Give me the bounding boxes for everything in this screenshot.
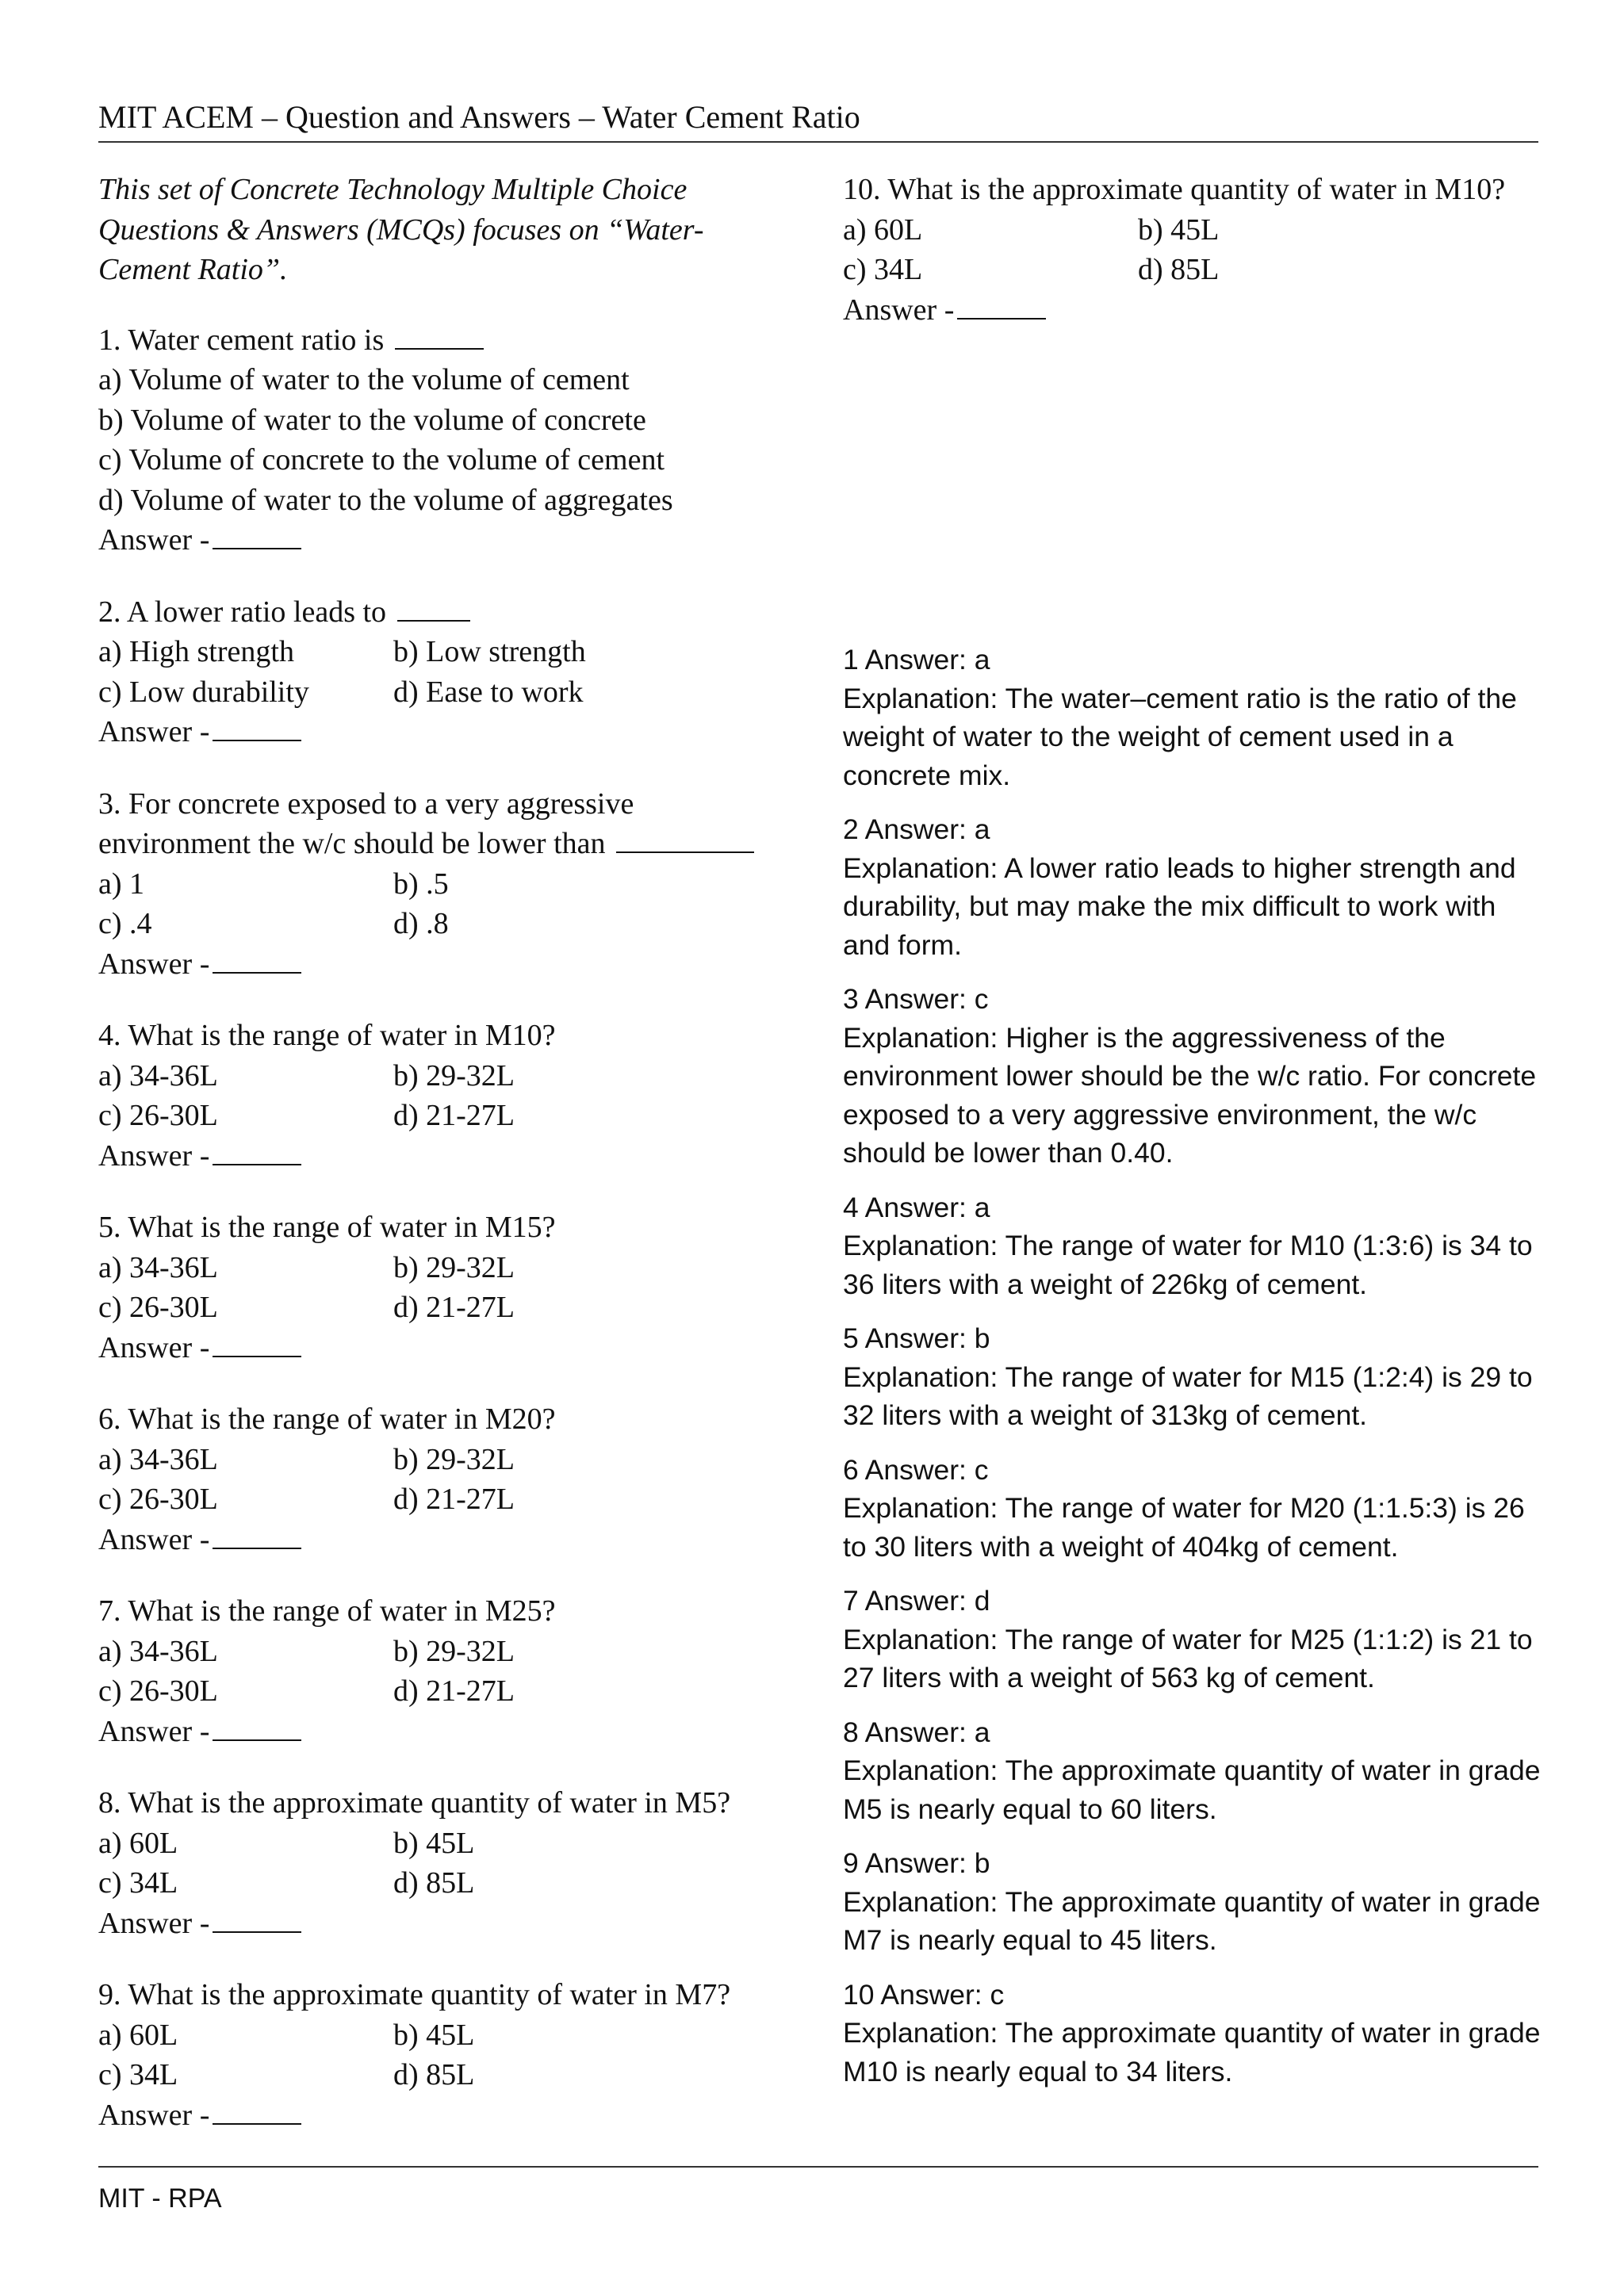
option: b) .5 [393,867,449,901]
option: d) 21-27L [393,1674,515,1708]
question-text: 5. What is the range of water in M15? [98,1211,556,1244]
answer-1 [843,641,1549,794]
option: a) 34-36L [98,1442,218,1476]
answer-explanation: Explanation: The range of water for M20 (1:1.5:3) is 26 to 30 liters with a weight of 404kg of cement. [843,1492,1525,1563]
options-grid [98,2015,772,2095]
answer-10 [843,1976,1549,2091]
answer-6 [843,1451,1549,1567]
option: c) Low durability [98,675,309,709]
page-header: MIT ACEM – Question and Answers – Water Cement Ratio [98,94,1538,143]
answer-head: 6 Answer: c [843,1453,989,1486]
answer-9 [843,1844,1549,1960]
answer-explanation: Explanation: A lower ratio leads to higher strength and durability, but may make the mix difficult to work with and form. [843,851,1516,961]
option: c) 34L [843,253,923,286]
question-text: 8. What is the approximate quantity of water in M5? [98,1786,731,1820]
question-text: 6. What is the range of water in M20? [98,1402,556,1436]
question-4 [98,1016,772,1176]
question-text: 4. What is the range of water in M10? [98,1019,556,1052]
option: c) 34L [98,1866,178,1900]
option: b) 45L [393,1826,475,1860]
answer-label: Answer - [98,947,210,981]
options-grid [843,210,1541,290]
options-grid [98,1823,772,1904]
answer-line [213,524,301,549]
option: a) 34-36L [98,1634,218,1668]
answer-head: 3 Answer: c [843,983,989,1015]
question-text: 9. What is the approximate quantity of water in M7? [98,1978,731,2011]
option: a) 1 [98,867,145,901]
answer-blank [397,596,470,622]
answer-explanation: Explanation: Higher is the aggressiveness of the environment lower should be the w/c ratio. For concrete exposed to a very aggressive environment, the w/c should be lower than 0.40. [843,1021,1537,1169]
question-1 [98,320,772,561]
answer-head: 7 Answer: d [843,1585,990,1617]
footer-divider [98,2166,1538,2168]
answer-label: Answer - [98,2098,210,2132]
option: b) 45L [393,2018,475,2052]
question-10 [843,170,1541,330]
answer-line [957,294,1046,320]
option: a) 60L [98,1826,178,1860]
answer-head: 2 Answer: a [843,813,990,845]
questions-column-right [843,170,1541,362]
answer-label: Answer - [98,1522,210,1556]
option: a) 34-36L [98,1058,218,1093]
option: b) 29-32L [393,1442,515,1476]
answer-4 [843,1188,1549,1304]
question-3 [98,784,772,985]
answer-line [213,1524,301,1549]
option: d) 85L [1138,253,1220,286]
option: b) Volume of water to the volume of concrete [98,403,646,437]
option: d) .8 [393,907,449,940]
option: d) Ease to work [393,675,584,709]
answer-label: Answer - [98,1138,210,1173]
answer-head: 5 Answer: b [843,1322,990,1354]
option: d) 21-27L [393,1099,515,1132]
options-list [98,360,772,520]
answer-line [213,1332,301,1357]
answer-line [213,1908,301,1933]
answer-head: 1 Answer: a [843,644,990,675]
options-grid [98,1248,772,1328]
question-5 [98,1207,772,1368]
intro-text: This set of Concrete Technology Multiple Choice Questions & Answers (MCQs) focuses on “Water-Cement Ratio”. [98,173,704,286]
option: d) 21-27L [393,1483,515,1516]
answer-explanation: Explanation: The water–cement ratio is the ratio of the weight of water to the weight of cement used in a concrete mix. [843,682,1517,791]
answer-label: Answer - [98,1714,210,1748]
answer-blank [616,828,754,853]
option: b) 45L [1138,212,1220,247]
option: d) 85L [393,1866,475,1900]
answer-label: Answer - [843,293,955,327]
question-text: 1. Water cement ratio is [98,323,385,357]
answer-2 [843,810,1549,964]
option: b) 29-32L [393,1634,515,1668]
question-text: 10. What is the approximate quantity of water in M10? [843,173,1506,206]
answer-head: 9 Answer: b [843,1847,990,1879]
question-2 [98,592,772,752]
page-footer: MIT - RPA [98,2183,222,2214]
answer-line [213,2099,301,2125]
answer-explanation: Explanation: The range of water for M25 (1:1:2) is 21 to 27 liters with a weight of 563 kg of cement. [843,1623,1533,1693]
answer-explanation: Explanation: The approximate quantity of water in grade M7 is nearly equal to 45 liters. [843,1885,1541,1956]
answer-3 [843,980,1549,1173]
answer-label: Answer - [98,1330,210,1364]
answer-explanation: Explanation: The approximate quantity of water in grade M5 is nearly equal to 60 liters. [843,1755,1541,1825]
option: b) 29-32L [393,1250,515,1284]
question-8 [98,1783,772,1943]
answer-5 [843,1319,1549,1435]
options-grid [98,864,772,944]
answer-line [213,1140,301,1165]
option: b) Low strength [393,635,586,668]
answer-label: Answer - [98,1906,210,1940]
option: d) Volume of water to the volume of aggregates [98,483,673,517]
option: c) 26-30L [98,1291,218,1324]
option: d) 21-27L [393,1291,515,1324]
option: c) 26-30L [98,1483,218,1516]
question-text: 2. A lower ratio leads to [98,595,387,629]
answer-8 [843,1713,1549,1829]
question-text: 7. What is the range of water in M25? [98,1594,556,1628]
question-9 [98,1975,772,2135]
options-grid [98,1632,772,1712]
option: a) Volume of water to the volume of cement [98,363,630,396]
answer-head: 8 Answer: a [843,1716,990,1748]
answer-blank [395,324,484,350]
option: c) 26-30L [98,1674,218,1708]
option: b) 29-32L [393,1058,515,1093]
options-grid [98,632,772,712]
option: d) 85L [393,2058,475,2091]
option: c) 34L [98,2058,178,2091]
options-grid [98,1440,772,1520]
option: c) .4 [98,907,152,940]
answer-explanation: Explanation: The range of water for M10 (1:3:6) is 34 to 36 liters with a weight of 226kg of cement. [843,1230,1533,1300]
option: a) 60L [843,212,923,247]
answer-head: 10 Answer: c [843,1978,1005,2011]
question-text-cont: environment the w/c should be lower than [98,827,606,860]
answer-explanation: Explanation: The range of water for M15 (1:2:4) is 29 to 32 liters with a weight of 313kg of cement. [843,1360,1533,1431]
answer-label: Answer - [98,523,210,557]
answer-line [213,948,301,974]
question-6 [98,1399,772,1559]
option: c) Volume of concrete to the volume of cement [98,443,665,476]
answer-label: Answer - [98,715,210,748]
answer-key [843,641,1549,2107]
answer-line [213,716,301,741]
answer-head: 4 Answer: a [843,1191,990,1223]
answer-explanation: Explanation: The approximate quantity of water in grade M10 is nearly equal to 34 liters. [843,2017,1541,2087]
answer-7 [843,1582,1549,1697]
answer-line [213,1716,301,1741]
option: a) High strength [98,635,294,668]
options-grid [98,1056,772,1136]
question-text: 3. For concrete exposed to a very aggressive [98,786,634,821]
option: c) 26-30L [98,1099,218,1132]
option: a) 34-36L [98,1250,218,1284]
option: a) 60L [98,2018,178,2052]
questions-column [98,170,772,2167]
question-7 [98,1591,772,1751]
